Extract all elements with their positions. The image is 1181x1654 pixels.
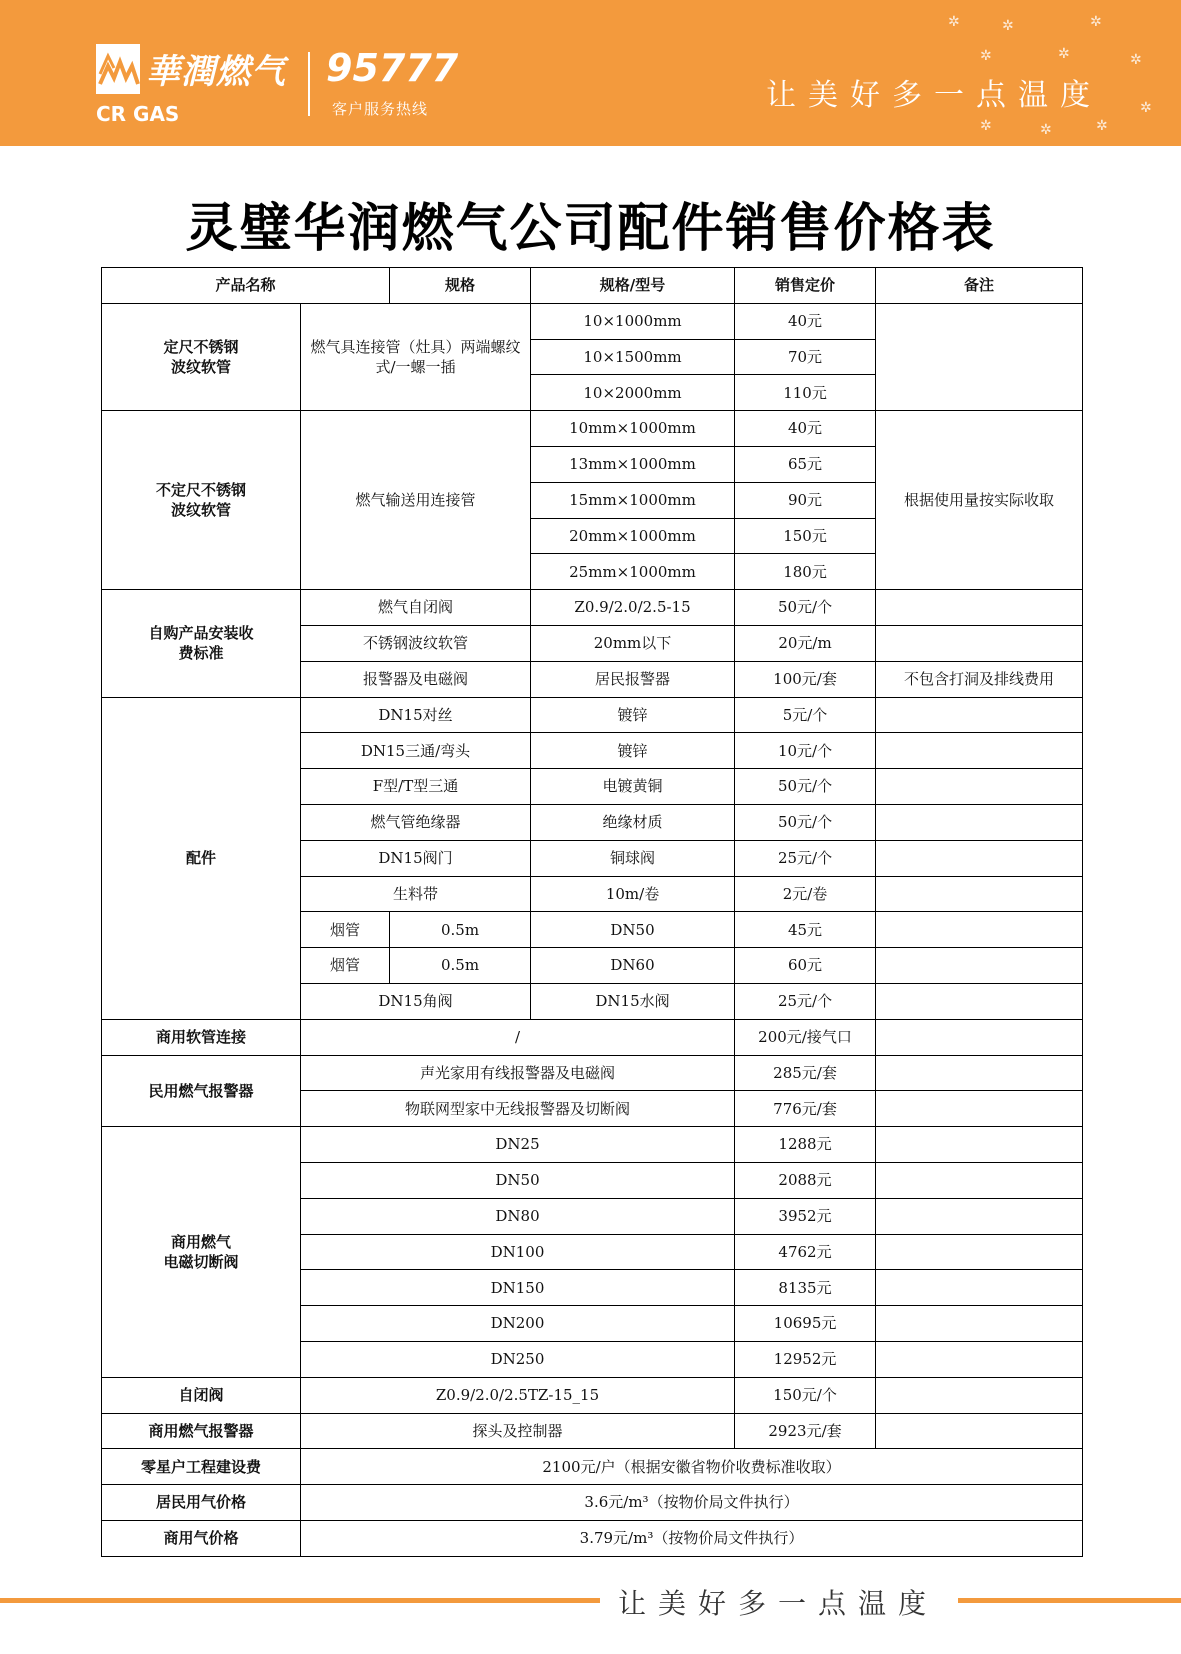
price-cell: 40元 [735,303,876,339]
cr-gas-logo-icon [96,44,140,94]
remark-cell [876,1127,1083,1163]
remark-cell: 不包含打洞及排线费用 [876,661,1083,697]
price-table [101,267,1083,1557]
price-cell: 10695元 [735,1306,876,1342]
table-row [102,590,1083,626]
price-cell: 4762元 [735,1234,876,1270]
spec-cell: DN50 [301,1162,735,1198]
price-cell: 2元/卷 [735,876,876,912]
spec-cell: 烟管 [301,912,390,948]
remark-cell [876,1377,1083,1413]
price-cell: 2923元/套 [735,1413,876,1449]
price-cell: 100元/套 [735,661,876,697]
spec-cell: 燃气自闭阀 [301,590,531,626]
price-cell: 150元/个 [735,1377,876,1413]
spec-cell: 不锈钢波纹软管 [301,625,531,661]
spec-cell: 烟管 [301,948,390,984]
remark-cell [876,769,1083,805]
logo-divider [308,52,310,116]
price-cell: 200元/接气口 [735,1019,876,1055]
model-cell: 25mm×1000mm [531,554,735,590]
table-row [102,1413,1083,1449]
remark-cell [876,983,1083,1019]
spec-cell: DN80 [301,1198,735,1234]
category-residential-gas-price: 居民用气价格 [102,1485,301,1521]
price-cell: 40元 [735,411,876,447]
spec-cell: DN100 [301,1234,735,1270]
hotline-number: 95777 [326,46,459,90]
spec-cell: 生料带 [301,876,531,912]
remark-cell [876,1341,1083,1377]
category-construction-fee: 零星户工程建设费 [102,1449,301,1485]
price-cell: 50元/个 [735,804,876,840]
spec-cell: 0.5m [390,948,531,984]
model-cell: 镀锌 [531,733,735,769]
model-cell: 电镀黄铜 [531,769,735,805]
table-header-row [102,268,1083,304]
header-spec: 规格 [390,268,531,304]
header-product: 产品名称 [102,268,390,304]
model-cell: Z0.9/2.0/2.5-15 [531,590,735,626]
price-cell: 285元/套 [735,1055,876,1091]
price-cell: 180元 [735,554,876,590]
spec-cell: 燃气管绝缘器 [301,804,531,840]
remark-cell [876,1306,1083,1342]
remark-cell [876,876,1083,912]
price-cell: 25元/个 [735,983,876,1019]
price-cell: 50元/个 [735,590,876,626]
table-row [102,1019,1083,1055]
model-cell: 10×2000mm [531,375,735,411]
snowflake-icon: ✲ [1130,52,1142,68]
remark-cell [876,303,1083,410]
remark-cell [876,1234,1083,1270]
snowflake-icon: ✲ [1096,118,1108,134]
spec-cell: 0.5m [390,912,531,948]
snowflake-icon: ✲ [1058,46,1070,62]
remark-cell [876,948,1083,984]
hotline-label: 客户服务热线 [332,100,429,118]
model-cell: 20mm×1000mm [531,518,735,554]
snowflake-icon: ✲ [1002,18,1014,34]
spec-cell: 燃气具连接管（灶具）两端螺纹式/一螺一插 [301,303,531,410]
model-cell: DN60 [531,948,735,984]
footer-divider-right [958,1598,1181,1603]
spec-cell: DN15阀门 [301,840,531,876]
price-cell: 10元/个 [735,733,876,769]
price-cell: 8135元 [735,1270,876,1306]
price-cell: 25元/个 [735,840,876,876]
category-commercial-gas-price: 商用气价格 [102,1520,301,1556]
price-cell: 90元 [735,482,876,518]
price-cell: 5元/个 [735,697,876,733]
price-cell: 45元 [735,912,876,948]
model-cell: 居民报警器 [531,661,735,697]
spec-cell: 声光家用有线报警器及电磁阀 [301,1055,735,1091]
price-cell: 65元 [735,446,876,482]
remark-cell [876,590,1083,626]
remark-cell [876,1270,1083,1306]
price-cell: 70元 [735,339,876,375]
slogan-top: 让美好多一点温度 [766,78,1102,113]
price-cell: 1288元 [735,1127,876,1163]
remark-cell [876,912,1083,948]
remark-cell: 根据使用量按实际收取 [876,411,1083,590]
spec-cell: / [301,1019,735,1055]
table-row [102,1055,1083,1091]
spec-cell: DN15角阀 [301,983,531,1019]
footer-divider-left [0,1598,600,1603]
header-price: 销售定价 [735,268,876,304]
spec-cell: DN200 [301,1306,735,1342]
spec-cell: 探头及控制器 [301,1413,735,1449]
page-title: 灵璧华润燃气公司配件销售价格表 [185,199,996,259]
snowflake-icon: ✲ [1040,122,1052,138]
header-remark: 备注 [876,268,1083,304]
slogan-bottom: 让美好多一点温度 [618,1587,939,1620]
category-commercial-valve: 商用燃气 电磁切断阀 [102,1127,301,1378]
table-row [102,1485,1083,1521]
table-row [102,303,1083,339]
table-row [102,1449,1083,1485]
remark-cell [876,1019,1083,1055]
value-cell: 3.6元/m³（按物价局文件执行） [301,1485,1083,1521]
spec-cell: 燃气输送用连接管 [301,411,531,590]
snowflake-icon: ✲ [948,14,960,30]
price-cell: 60元 [735,948,876,984]
category-self-closing-valve: 自闭阀 [102,1377,301,1413]
model-cell: DN15水阀 [531,983,735,1019]
brand-name-en: CR GAS [96,102,180,126]
category-variable-hose: 不定尺不锈钢 波纹软管 [102,411,301,590]
table-row [102,1127,1083,1163]
category-fixed-hose: 定尺不锈钢 波纹软管 [102,303,301,410]
snowflake-icon: ✲ [1090,14,1102,30]
value-cell: 3.79元/m³（按物价局文件执行） [301,1520,1083,1556]
model-cell: 铜球阀 [531,840,735,876]
remark-cell [876,1091,1083,1127]
model-cell: 15mm×1000mm [531,482,735,518]
spec-cell: 报警器及电磁阀 [301,661,531,697]
spec-cell: DN25 [301,1127,735,1163]
model-cell: 10mm×1000mm [531,411,735,447]
snowflake-icon: ✲ [980,118,992,134]
remark-cell [876,625,1083,661]
snowflake-icon: ✲ [980,48,992,64]
spec-cell: DN15对丝 [301,697,531,733]
value-cell: 2100元/户（根据安徽省物价收费标准收取） [301,1449,1083,1485]
remark-cell [876,697,1083,733]
header-banner [0,0,1181,146]
model-cell: DN50 [531,912,735,948]
price-cell: 776元/套 [735,1091,876,1127]
spec-cell: DN150 [301,1270,735,1306]
table-row [102,1520,1083,1556]
remark-cell [876,1413,1083,1449]
remark-cell [876,1055,1083,1091]
table-row [102,697,1083,733]
price-cell: 110元 [735,375,876,411]
category-fittings: 配件 [102,697,301,1019]
price-cell: 12952元 [735,1341,876,1377]
brand-name-cn: 華潤燃气 [146,52,286,92]
model-cell: 10×1000mm [531,303,735,339]
price-cell: 3952元 [735,1198,876,1234]
spec-cell: Z0.9/2.0/2.5TZ-15_15 [301,1377,735,1413]
price-cell: 2088元 [735,1162,876,1198]
category-commercial-hose: 商用软管连接 [102,1019,301,1055]
remark-cell [876,733,1083,769]
model-cell: 20mm以下 [531,625,735,661]
price-cell: 50元/个 [735,769,876,805]
remark-cell [876,804,1083,840]
table-row [102,411,1083,447]
header-model: 规格/型号 [531,268,735,304]
model-cell: 13mm×1000mm [531,446,735,482]
table-row [102,1377,1083,1413]
spec-cell: 物联网型家中无线报警器及切断阀 [301,1091,735,1127]
model-cell: 10m/卷 [531,876,735,912]
remark-cell [876,1198,1083,1234]
category-commercial-alarm: 商用燃气报警器 [102,1413,301,1449]
spec-cell: DN250 [301,1341,735,1377]
model-cell: 镀锌 [531,697,735,733]
snowflake-icon: ✲ [1140,100,1152,116]
category-residential-alarm: 民用燃气报警器 [102,1055,301,1127]
price-cell: 150元 [735,518,876,554]
remark-cell [876,840,1083,876]
model-cell: 绝缘材质 [531,804,735,840]
category-install-fee: 自购产品安装收 费标准 [102,590,301,697]
remark-cell [876,1162,1083,1198]
spec-cell: DN15三通/弯头 [301,733,531,769]
model-cell: 10×1500mm [531,339,735,375]
spec-cell: F型/T型三通 [301,769,531,805]
price-cell: 20元/m [735,625,876,661]
